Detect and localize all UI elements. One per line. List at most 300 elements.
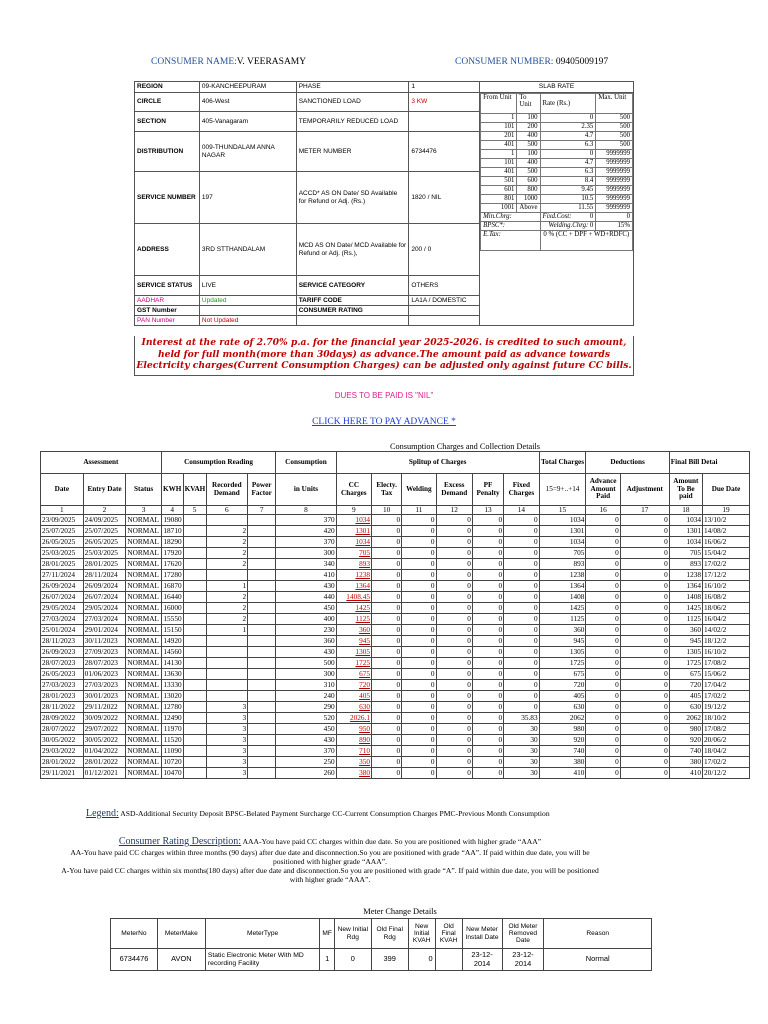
slab-cell: 6.3 xyxy=(540,141,596,150)
charges-cell: 0 xyxy=(436,746,472,757)
charges-cell: 16/06/2 xyxy=(703,537,750,548)
cc-charges-cell xyxy=(336,526,371,537)
charges-cell: 1408 xyxy=(669,592,702,603)
charges-cell: 29/01/2024 xyxy=(83,625,126,636)
charges-cell: 0 xyxy=(402,691,436,702)
charges-cell: 0 xyxy=(504,691,539,702)
charges-cell: 0 xyxy=(402,570,436,581)
slab-cell: 10.5 xyxy=(540,195,596,204)
charges-cell: 27/03/2024 xyxy=(83,614,126,625)
charges-cell: 28/01/2022 xyxy=(83,757,126,768)
charges-cell: 1125 xyxy=(669,614,702,625)
charges-cell xyxy=(206,680,248,691)
col-number: 16 xyxy=(586,506,620,515)
charges-cell: 0 xyxy=(436,691,472,702)
cc-charges-link[interactable]: 1125 xyxy=(355,614,371,624)
charges-cell xyxy=(248,625,276,636)
phase-label: PHASE xyxy=(296,82,409,93)
slab-cell: 201 xyxy=(481,132,517,141)
tariff-code-value: LA1A / DOMESTIC xyxy=(409,296,480,306)
charges-cell: 0 xyxy=(504,647,539,658)
charges-row xyxy=(41,603,750,614)
charges-cell: 0 xyxy=(372,603,402,614)
slab-cell: 9999999 xyxy=(596,186,633,195)
charges-cell: 28/11/2023 xyxy=(41,636,84,647)
charges-cell: 0 xyxy=(504,625,539,636)
slab-cell: 4.7 xyxy=(540,159,596,168)
cc-charges-link[interactable]: 1305 xyxy=(355,647,371,657)
charges-cell: 1125 xyxy=(539,614,586,625)
charges-row xyxy=(41,757,750,768)
charges-cell: 0 xyxy=(436,757,472,768)
charges-cell: 740 xyxy=(539,746,586,757)
section-value: 405-Vanagaram xyxy=(199,112,296,132)
charges-cell: 0 xyxy=(436,515,472,526)
charges-cell: 25/03/2025 xyxy=(83,548,126,559)
col-entry-date: Entry Date xyxy=(83,474,126,506)
charges-cell: 0 xyxy=(472,691,503,702)
charges-cell xyxy=(248,724,276,735)
col-number: 5 xyxy=(183,506,206,515)
charges-cell xyxy=(248,680,276,691)
charges-cell: 2 xyxy=(206,592,248,603)
meter-change-cell: 23-12-2014 xyxy=(462,949,502,971)
charges-cell: 17620 xyxy=(161,559,183,570)
consumer-number-label: CONSUMER NUMBER: xyxy=(455,57,554,67)
sanctioned-load-label: SANCTIONED LOAD xyxy=(296,93,409,112)
charges-cell: 0 xyxy=(402,702,436,713)
charges-cell: 980 xyxy=(669,724,702,735)
charges-cell: 0 xyxy=(620,592,669,603)
cc-charges-link[interactable]: 890 xyxy=(359,735,371,745)
charges-cell: NORMAL xyxy=(126,537,161,548)
charges-cell: 1301 xyxy=(539,526,586,537)
charges-cell: 410 xyxy=(539,768,586,779)
col-cc-charges: CC Charges xyxy=(336,474,371,506)
charges-cell: 14560 xyxy=(161,647,183,658)
charges-cell: 0 xyxy=(620,647,669,658)
cc-charges-link[interactable]: 950 xyxy=(359,724,371,734)
charges-cell: 360 xyxy=(539,625,586,636)
charges-cell: 0 xyxy=(436,592,472,603)
charges-cell: 18/12/2 xyxy=(703,636,750,647)
charges-cell: 430 xyxy=(276,647,336,658)
cc-charges-link[interactable]: 630 xyxy=(359,702,371,712)
slab-cell: 1 xyxy=(481,114,517,123)
charges-row xyxy=(41,768,750,779)
meter-change-header: New Meter Install Date xyxy=(462,919,502,949)
slab-cell: 400 xyxy=(517,159,540,168)
col-number: 13 xyxy=(472,506,503,515)
cc-charges-cell xyxy=(336,724,371,735)
charges-row xyxy=(41,515,750,526)
slab-cell: 9999999 xyxy=(596,195,633,204)
charges-cell: 0 xyxy=(472,625,503,636)
charges-cell: 0 xyxy=(372,702,402,713)
service-status-label: SERVICE STATUS xyxy=(135,276,200,296)
dues-status: DUES TO BE PAID IS "NIL" xyxy=(334,391,434,400)
cc-charges-cell xyxy=(336,702,371,713)
charges-cell: 17/04/2 xyxy=(703,680,750,691)
charges-cell: 0 xyxy=(372,735,402,746)
charges-cell: 13020 xyxy=(161,691,183,702)
charges-cell: NORMAL xyxy=(126,625,161,636)
charges-cell: NORMAL xyxy=(126,592,161,603)
charges-cell: 0 xyxy=(504,526,539,537)
charges-cell: 1034 xyxy=(669,515,702,526)
charges-cell: NORMAL xyxy=(126,647,161,658)
slab-cell: 801 xyxy=(481,195,517,204)
cc-charges-cell xyxy=(336,713,371,724)
charges-cell: 340 xyxy=(276,559,336,570)
charges-cell: 2 xyxy=(206,614,248,625)
charges-cell: 27/03/2024 xyxy=(41,614,84,625)
charges-cell: 14/02/2 xyxy=(703,625,750,636)
charges-cell: 1305 xyxy=(669,647,702,658)
cc-charges-link[interactable]: 1238 xyxy=(355,570,371,580)
meter-number-value: 6734476 xyxy=(409,132,480,172)
charges-cell: 11090 xyxy=(161,746,183,757)
charges-cell xyxy=(248,581,276,592)
charges-cell: 893 xyxy=(669,559,702,570)
cc-charges-link[interactable]: 380 xyxy=(359,768,371,778)
charges-cell: 0 xyxy=(402,548,436,559)
slab-cell: 8.4 xyxy=(540,177,596,186)
charges-cell xyxy=(183,570,206,581)
charges-cell: 0 xyxy=(402,713,436,724)
etax-value: 0 % (CC + DPF + WD+RDFC) xyxy=(540,231,632,251)
cc-charges-link[interactable]: 1034 xyxy=(355,537,371,547)
charges-cell: 0 xyxy=(586,559,620,570)
fixed-cost-label: Fixd.Cost: xyxy=(542,213,572,221)
charges-cell: 945 xyxy=(669,636,702,647)
charges-cell: 16/04/2 xyxy=(703,614,750,625)
charges-cell: 920 xyxy=(669,735,702,746)
cc-charges-link[interactable]: 350 xyxy=(359,757,371,767)
cc-charges-link[interactable]: 1301 xyxy=(355,526,371,536)
charges-cell: 0 xyxy=(402,559,436,570)
charges-cell: 0 xyxy=(472,636,503,647)
charges-cell: 0 xyxy=(586,680,620,691)
col-advance-paid: Advance Amount Paid xyxy=(586,474,620,506)
cc-charges-link[interactable]: 720 xyxy=(359,680,371,690)
charges-cell: NORMAL xyxy=(126,581,161,592)
charges-cell: 0 xyxy=(402,746,436,757)
charges-cell: 0 xyxy=(586,691,620,702)
charges-cell: 0 xyxy=(402,768,436,779)
legend xyxy=(86,808,686,819)
charges-cell: 30/09/2022 xyxy=(83,713,126,724)
legend-text: ASD-Additional Security Deposit BPSC-Belated Payment Surcharge CC-Current Consumption Charges PMC-Previous Month Consumption xyxy=(120,809,550,818)
service-category-label: SERVICE CATEGORY xyxy=(296,276,409,296)
charges-cell xyxy=(183,614,206,625)
charges-cell xyxy=(183,713,206,724)
charges-row xyxy=(41,537,750,548)
charges-cell: NORMAL xyxy=(126,570,161,581)
charges-cell: 27/03/2023 xyxy=(83,680,126,691)
charges-row xyxy=(41,636,750,647)
charges-cell: 420 xyxy=(276,526,336,537)
charges-cell: 0 xyxy=(504,581,539,592)
charges-cell: 0 xyxy=(372,669,402,680)
charges-cell: 26/07/2024 xyxy=(41,592,84,603)
col-due-date: Due Date xyxy=(703,474,750,506)
address-value: 3RD STTHANDALAM xyxy=(199,224,296,276)
slab-cell: 200 xyxy=(517,123,540,132)
charges-cell: 0 xyxy=(436,647,472,658)
charges-cell: 0 xyxy=(620,702,669,713)
charges-cell: NORMAL xyxy=(126,746,161,757)
charges-cell xyxy=(248,515,276,526)
charges-cell: 0 xyxy=(372,614,402,625)
cc-charges-link[interactable]: 360 xyxy=(359,625,371,635)
charges-cell: 720 xyxy=(539,680,586,691)
charges-cell: 0 xyxy=(620,537,669,548)
welding-value: 15% xyxy=(596,222,633,231)
charges-cell: 2062 xyxy=(539,713,586,724)
charges-cell: 0 xyxy=(402,757,436,768)
charges-cell: NORMAL xyxy=(126,724,161,735)
cc-charges-link[interactable]: 1425 xyxy=(355,603,371,613)
meter-change-cell: 0 xyxy=(334,949,371,971)
charges-cell: 0 xyxy=(402,735,436,746)
cc-charges-link[interactable]: 405 xyxy=(359,691,371,701)
col-kvah: KVAH xyxy=(183,474,206,506)
charges-cell: 0 xyxy=(402,614,436,625)
charges-cell: 18290 xyxy=(161,537,183,548)
charges-cell: 1034 xyxy=(669,537,702,548)
charges-cell: 0 xyxy=(504,515,539,526)
cc-charges-link[interactable]: 675 xyxy=(359,669,371,679)
charges-cell: NORMAL xyxy=(126,669,161,680)
charges-cell: 29/03/2022 xyxy=(41,746,84,757)
meter-change-cell: Static Electronic Meter With MD recording Facility xyxy=(205,949,320,971)
charges-cell: 0 xyxy=(472,526,503,537)
cc-charges-cell xyxy=(336,658,371,669)
meter-change-header: New Initial Rdg xyxy=(334,919,371,949)
charges-cell: 370 xyxy=(276,515,336,526)
charges-cell xyxy=(248,603,276,614)
charges-cell: 10470 xyxy=(161,768,183,779)
col-number: 1 xyxy=(41,506,84,515)
charges-cell: 0 xyxy=(436,658,472,669)
col-amount-to-be-paid: Amount To Be paid xyxy=(669,474,702,506)
charges-cell xyxy=(248,768,276,779)
charges-cell: 30/05/2022 xyxy=(41,735,84,746)
charges-cell: 0 xyxy=(372,647,402,658)
cc-charges-link[interactable]: 1034 xyxy=(355,515,371,525)
charges-cell: 0 xyxy=(586,515,620,526)
charges-cell: 0 xyxy=(586,625,620,636)
charges-cell: 0 xyxy=(620,625,669,636)
charges-cell: NORMAL xyxy=(126,702,161,713)
charges-cell: 0 xyxy=(436,603,472,614)
charges-cell: 0 xyxy=(472,735,503,746)
col-number: 3 xyxy=(126,506,161,515)
col-status: Status xyxy=(126,474,161,506)
charges-cell xyxy=(183,515,206,526)
charges-cell: 0 xyxy=(620,735,669,746)
charges-cell: 0 xyxy=(472,614,503,625)
cc-charges-cell xyxy=(336,559,371,570)
cc-charges-link[interactable]: 1364 xyxy=(355,581,371,591)
group-total: Total Charges xyxy=(539,452,586,474)
charges-row xyxy=(41,713,750,724)
rating-desc-label: Consumer Rating Description: xyxy=(118,836,242,847)
charges-cell: 0 xyxy=(586,746,620,757)
cc-charges-link[interactable]: 945 xyxy=(359,636,371,646)
group-reading: Consumption Reading xyxy=(161,452,276,474)
charges-cell: 20/12/2 xyxy=(703,768,750,779)
charges-cell: 18/04/2 xyxy=(703,746,750,757)
distribution-value: 009-THUNDALAM ANNA NAGAR xyxy=(199,132,296,172)
charges-cell: 705 xyxy=(539,548,586,559)
charges-cell: 0 xyxy=(472,658,503,669)
charges-cell xyxy=(183,636,206,647)
cc-charges-cell xyxy=(336,537,371,548)
slab-cell: 100 xyxy=(517,150,540,159)
charges-cell: 29/11/2021 xyxy=(41,768,84,779)
charges-cell: 0 xyxy=(586,603,620,614)
charges-cell: 0 xyxy=(436,559,472,570)
charges-cell: 520 xyxy=(276,713,336,724)
charges-cell: 0 xyxy=(436,680,472,691)
charges-cell: 18/06/2 xyxy=(703,603,750,614)
charges-cell: 0 xyxy=(372,746,402,757)
charges-cell xyxy=(183,691,206,702)
charges-cell: 0 xyxy=(472,757,503,768)
pay-advance-link[interactable]: CLICK HERE TO PAY ADVANCE * xyxy=(312,417,456,427)
charges-cell: 0 xyxy=(402,581,436,592)
charges-cell: 0 xyxy=(620,559,669,570)
meter-change-table xyxy=(110,918,652,971)
cc-charges-link[interactable]: 893 xyxy=(359,559,371,569)
charges-cell: 14130 xyxy=(161,658,183,669)
charges-cell: 29/05/2024 xyxy=(83,603,126,614)
min-charge-label: Min.Chrg: xyxy=(481,213,540,222)
cc-charges-link[interactable]: 1408.45 xyxy=(346,592,371,602)
charges-row xyxy=(41,647,750,658)
charges-cell xyxy=(183,702,206,713)
charges-cell xyxy=(183,669,206,680)
charges-cell xyxy=(183,658,206,669)
charges-cell: 26/05/2025 xyxy=(41,537,84,548)
charges-cell: 30/05/2022 xyxy=(83,735,126,746)
charges-cell: 2062 xyxy=(669,713,702,724)
cc-charges-link[interactable]: 710 xyxy=(359,746,371,756)
charges-cell: 893 xyxy=(539,559,586,570)
cc-charges-link[interactable]: 705 xyxy=(359,548,371,558)
charges-cell: 28/01/2025 xyxy=(41,559,84,570)
region-value: 09-KANCHEEPURAM xyxy=(199,82,296,93)
cc-charges-link[interactable]: 2026.1 xyxy=(349,713,371,723)
charges-cell: 0 xyxy=(402,537,436,548)
slab-cell: 601 xyxy=(481,186,517,195)
charges-cell xyxy=(248,548,276,559)
fixed-cost-value: 0 xyxy=(596,213,633,222)
charges-cell: NORMAL xyxy=(126,559,161,570)
charges-cell: 19080 xyxy=(161,515,183,526)
charges-cell: 920 xyxy=(539,735,586,746)
charges-cell: 0 xyxy=(402,669,436,680)
charges-row xyxy=(41,559,750,570)
charges-cell: 0 xyxy=(472,647,503,658)
charges-cell: 0 xyxy=(504,559,539,570)
charges-cell: 0 xyxy=(620,526,669,537)
charges-cell: 0 xyxy=(372,636,402,647)
charges-cell xyxy=(248,702,276,713)
charges-cell: 25/01/2024 xyxy=(41,625,84,636)
charges-cell: 19/12/2 xyxy=(703,702,750,713)
charges-table xyxy=(40,451,750,779)
charges-cell: 2 xyxy=(206,526,248,537)
charges-cell: 28/01/2023 xyxy=(41,691,84,702)
charges-row xyxy=(41,592,750,603)
service-category-value: OTHERS xyxy=(409,276,480,296)
charges-cell: NORMAL xyxy=(126,757,161,768)
col-number: 9 xyxy=(336,506,371,515)
charges-cell: 0 xyxy=(372,691,402,702)
charges-cell: 945 xyxy=(539,636,586,647)
charges-cell: 0 xyxy=(504,669,539,680)
charges-row xyxy=(41,526,750,537)
charges-cell xyxy=(183,724,206,735)
charges-cell: 28/07/2023 xyxy=(83,658,126,669)
charges-cell: 0 xyxy=(586,647,620,658)
meter-change-cell: 1 xyxy=(320,949,335,971)
charges-cell: 26/07/2024 xyxy=(83,592,126,603)
charges-cell: 28/01/2025 xyxy=(83,559,126,570)
charges-cell: 30/01/2023 xyxy=(83,691,126,702)
charges-cell: 1305 xyxy=(539,647,586,658)
circle-value: 406-West xyxy=(199,93,296,112)
cc-charges-link[interactable]: 1725 xyxy=(355,658,371,668)
charges-cell: 15150 xyxy=(161,625,183,636)
charges-row xyxy=(41,570,750,581)
meter-change-cell: Normal xyxy=(544,949,652,971)
charges-cell: 720 xyxy=(669,680,702,691)
charges-cell xyxy=(183,735,206,746)
charges-cell: 0 xyxy=(620,713,669,724)
charges-cell: 15550 xyxy=(161,614,183,625)
slab-cell: 9999999 xyxy=(596,177,633,186)
charges-cell: 0 xyxy=(372,724,402,735)
col-number: 11 xyxy=(402,506,436,515)
pan-value: Not Updated xyxy=(199,316,296,326)
distribution-label: DISTRIBUTION xyxy=(135,132,200,172)
charges-cell: NORMAL xyxy=(126,680,161,691)
charges-cell: 0 xyxy=(504,702,539,713)
slab-cell: 6.3 xyxy=(540,168,596,177)
slab-header-from: From Unit xyxy=(481,94,517,114)
bpsc-value: 0 xyxy=(589,222,594,230)
charges-cell: 0 xyxy=(472,570,503,581)
charges-cell: 0 xyxy=(372,537,402,548)
charges-cell: 25/07/2025 xyxy=(41,526,84,537)
col-number: 17 xyxy=(620,506,669,515)
meter-change-cell: 0 xyxy=(408,949,435,971)
charges-cell: 16870 xyxy=(161,581,183,592)
consumer-number-value: 09405009197 xyxy=(555,57,609,67)
charges-cell: 2 xyxy=(206,548,248,559)
charges-cell: 0 xyxy=(586,592,620,603)
charges-cell: 310 xyxy=(276,680,336,691)
charges-cell xyxy=(248,614,276,625)
cc-charges-cell xyxy=(336,647,371,658)
charges-cell xyxy=(183,537,206,548)
charges-cell: 450 xyxy=(276,724,336,735)
charges-cell: 0 xyxy=(436,548,472,559)
